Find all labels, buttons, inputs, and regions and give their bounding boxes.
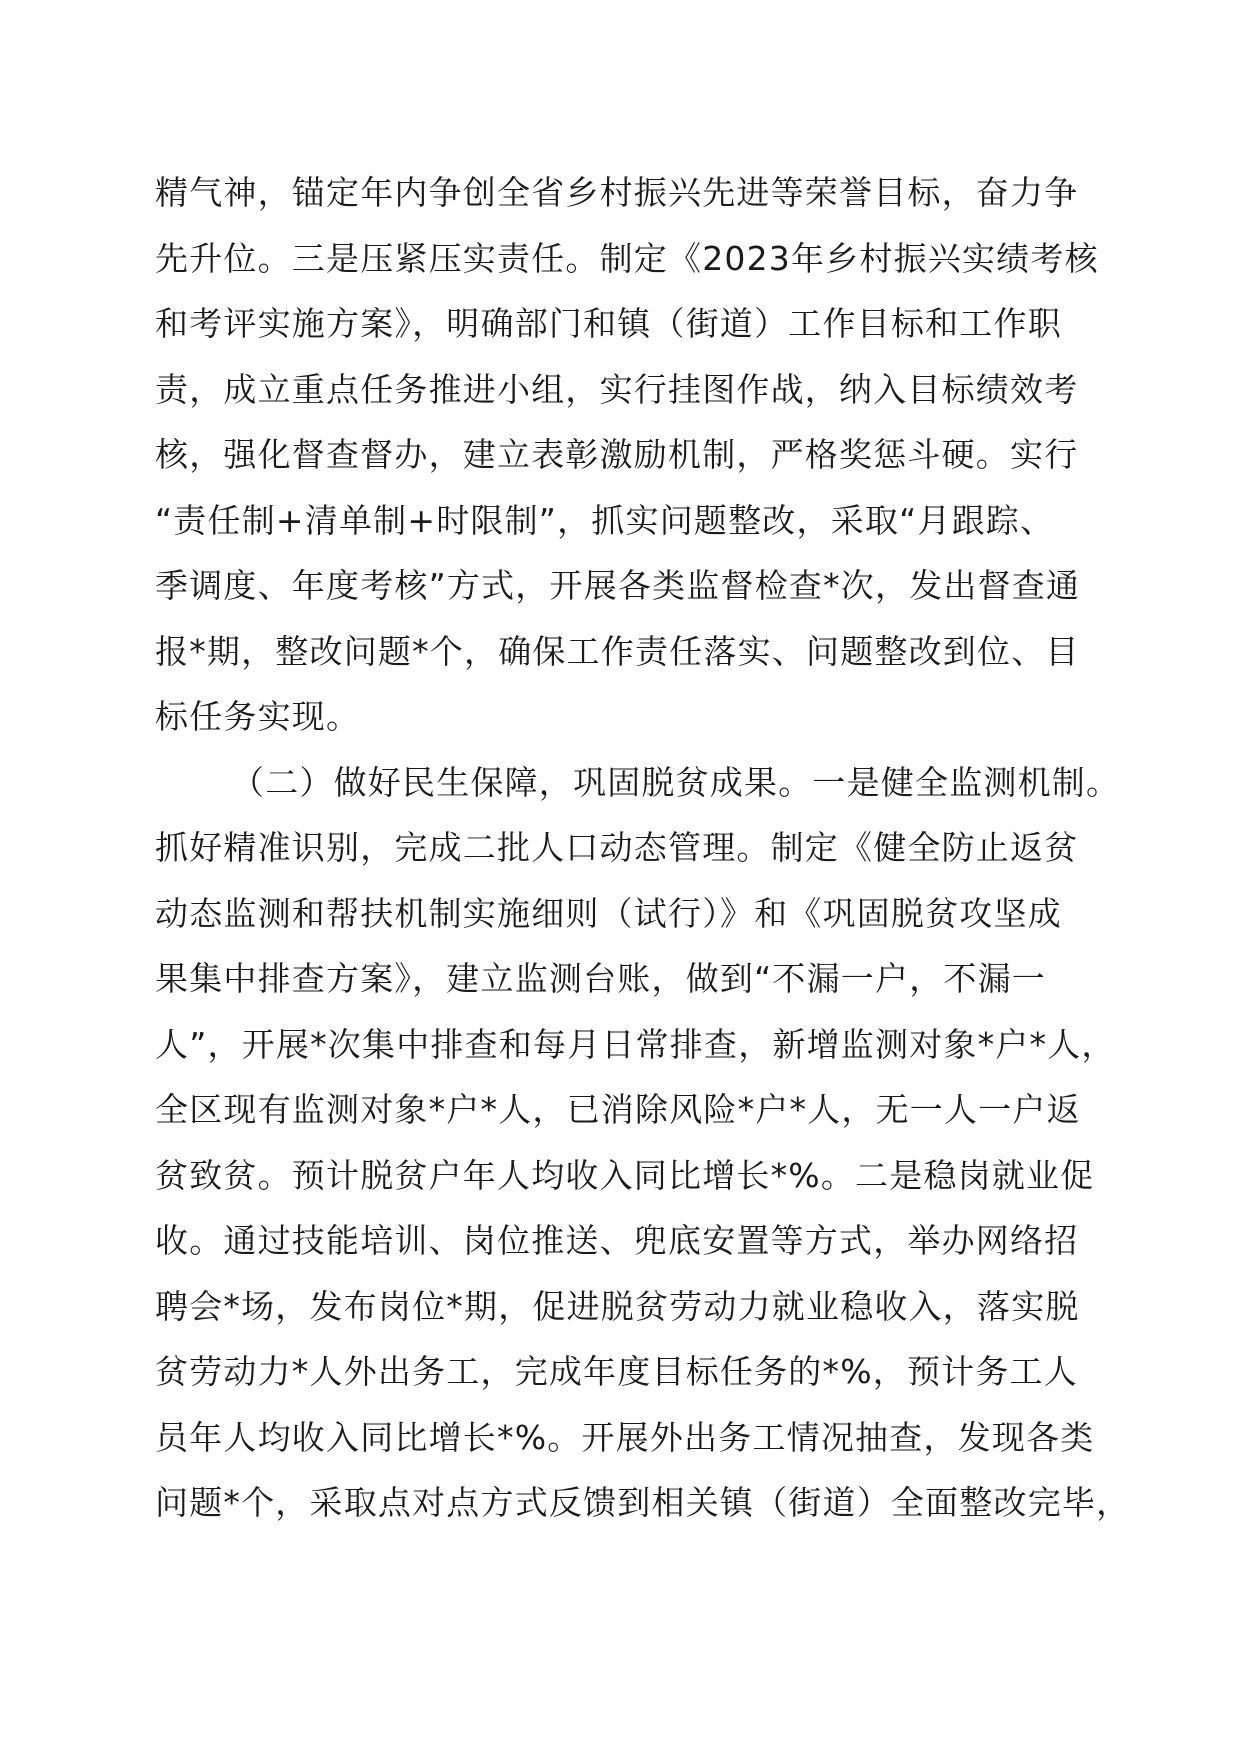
text-line: 先升位。三是压紧压实责任。制定《2023年乡村振兴实绩考核 (155, 238, 1099, 278)
text-line: 人”，开展*次集中排查和每月日常排查，新增监测对象*户*人， (155, 1024, 1116, 1064)
text-line: “责任制+清单制+时限制”，抓实问题整改，采取“月跟踪、 (155, 500, 1055, 540)
text-line: 员年人均收入同比增长*%。开展外出务工情况抽查，发现各类 (155, 1417, 1095, 1457)
text-line: 季调度、年度考核”方式，开展各类监督检查*次，发出督查通 (155, 566, 1081, 605)
text-line: 抓好精准识别，完成二批人口动态管理。制定《健全防止返贫 (155, 828, 1079, 867)
text-line: 贫致贫。预计脱贫户年人均收入同比增长*%。二是稳岗就业促 (155, 1155, 1095, 1195)
text-line: 核，强化督查督办，建立表彰激励机制，严格奖惩斗硬。实行 (155, 435, 1079, 474)
text-line: 果集中排查方案》，建立监测台账，做到“不漏一户，不漏一 (155, 959, 1046, 998)
text-line: 精气神，锚定年内争创全省乡村振兴先进等荣誉目标，奋力争 (155, 173, 1079, 212)
body-text (155, 160, 1131, 1536)
text-line: 聘会*场，发布岗位*期，促进脱贫劳动力就业稳收入，落实脱 (155, 1286, 1080, 1326)
text-line: 报*期，整改问题*个，确保工作责任落实、问题整改到位、目 (155, 631, 1080, 671)
text-line: 动态监测和帮扶机制实施细则（试行）》和《巩固脱贫攻坚成 (155, 893, 1062, 933)
text-line: 问题*个，采取点对点方式反馈到相关镇（街道）全面整改完毕， (155, 1483, 1131, 1522)
text-line: 标任务实现。 (155, 697, 361, 736)
section-heading-line: （二）做好民生保障，巩固脱贫成果。一是健全监测机制。 (231, 762, 1121, 802)
text-line: 收。通过技能培训、岗位推送、兜底安置等方式，举办网络招 (155, 1221, 1079, 1260)
text-line: 责，成立重点任务推进小组，实行挂图作战，纳入目标绩效考 (155, 369, 1079, 409)
text-line: 全区现有监测对象*户*人，已消除风险*户*人，无一人一户返 (155, 1090, 1081, 1129)
text-line: 贫劳动力*人外出务工，完成年度目标任务的*%，预计务工人 (155, 1352, 1078, 1391)
text-line: 和考评实施方案》，明确部门和镇（街道）工作目标和工作职 (155, 304, 1062, 343)
